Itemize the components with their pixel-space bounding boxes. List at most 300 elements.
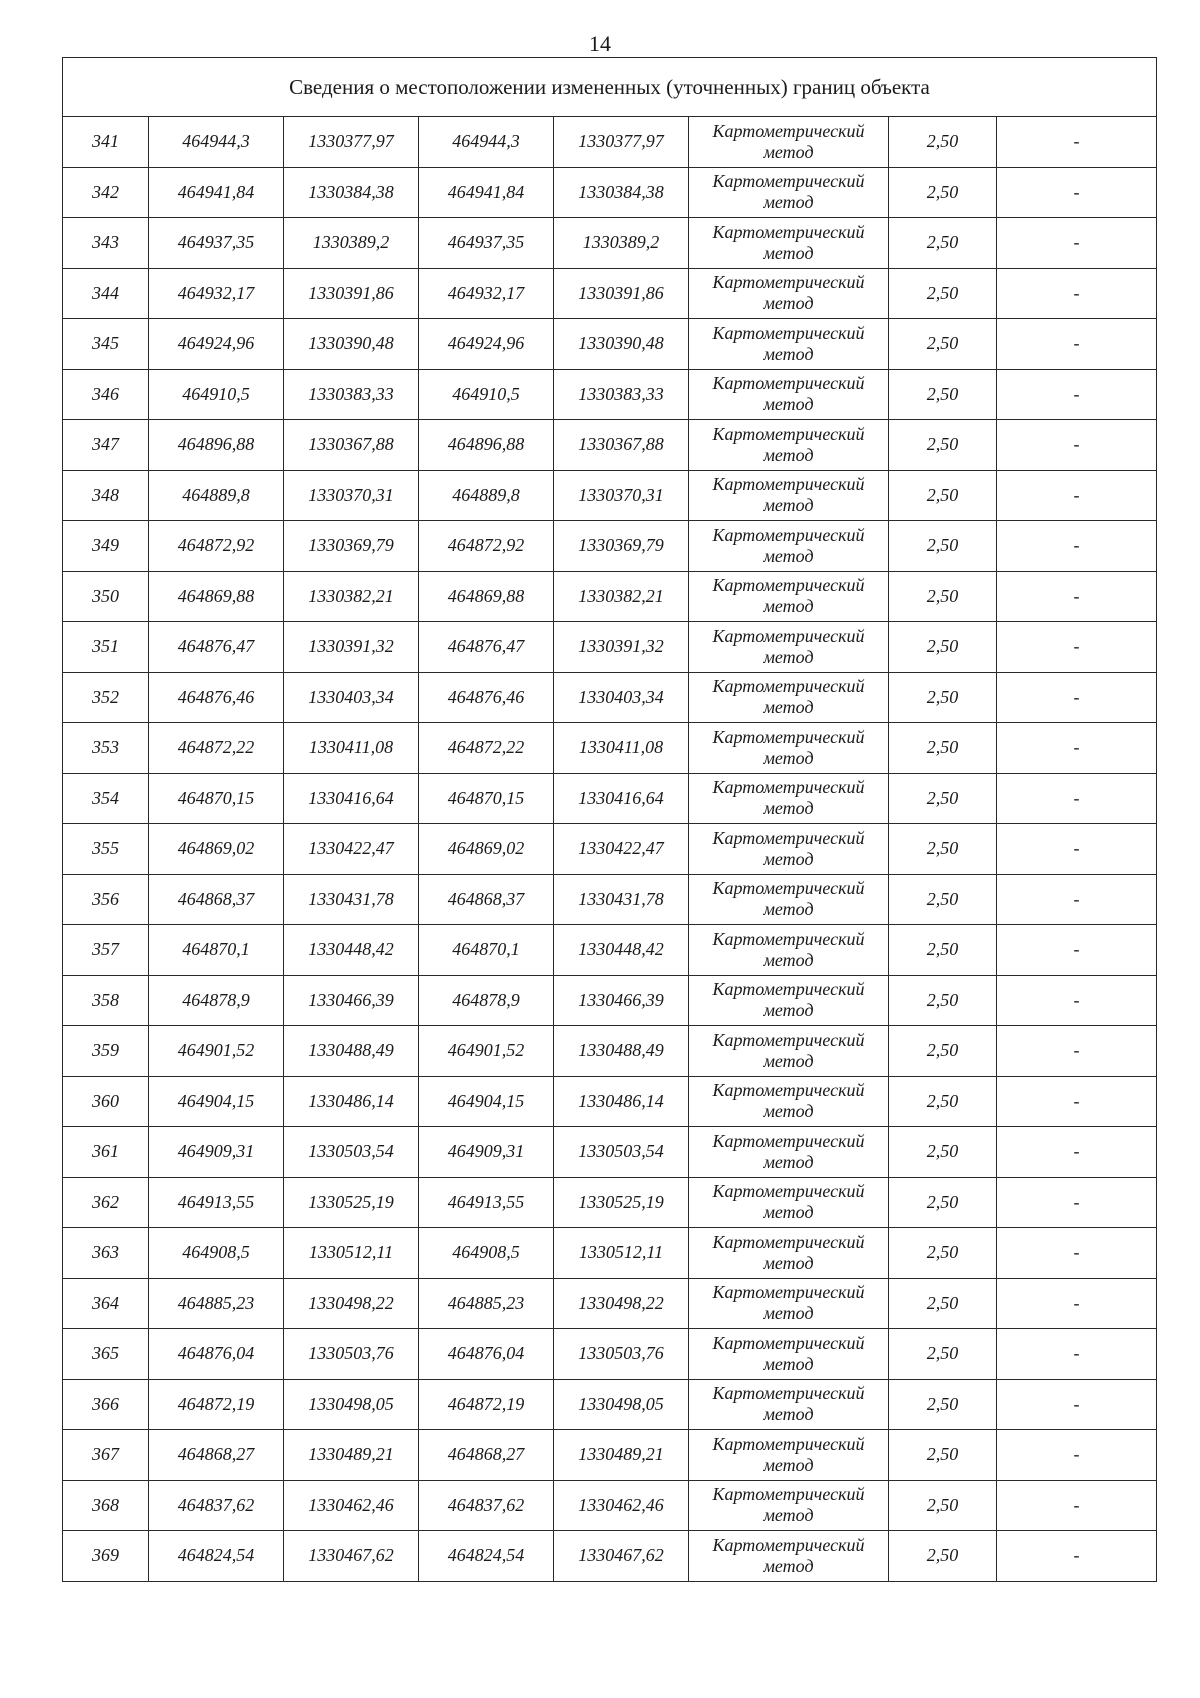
existing-x-cell: 464896,88 <box>149 420 284 471</box>
table-row <box>63 521 1157 572</box>
method-line-2: метод <box>763 1454 814 1475</box>
existing-y-cell: 1330498,22 <box>284 1278 419 1329</box>
method-line-1: Картометрический <box>712 1231 865 1252</box>
existing-x-cell: 464904,15 <box>149 1076 284 1127</box>
note-cell: - <box>997 1430 1157 1481</box>
method-line-1: Картометрический <box>712 878 865 899</box>
method-line-1: Картометрический <box>712 272 865 293</box>
note-cell: - <box>997 1076 1157 1127</box>
note-cell: - <box>997 1480 1157 1531</box>
refined-y-cell: 1330488,49 <box>554 1026 689 1077</box>
existing-x-cell: 464885,23 <box>149 1278 284 1329</box>
existing-y-cell: 1330403,34 <box>284 672 419 723</box>
table-row <box>63 1177 1157 1228</box>
note-cell: - <box>997 1379 1157 1430</box>
refined-y-cell: 1330390,48 <box>554 319 689 370</box>
refined-y-cell: 1330498,05 <box>554 1379 689 1430</box>
refined-y-cell: 1330370,31 <box>554 470 689 521</box>
method-line-1: Картометрический <box>712 1332 865 1353</box>
refined-y-cell: 1330367,88 <box>554 420 689 471</box>
refined-x-cell: 464876,46 <box>419 672 554 723</box>
point-number-cell: 342 <box>63 167 149 218</box>
method-line-2: метод <box>763 545 814 566</box>
method-line-1: Картометрический <box>712 575 865 596</box>
method-line-1: Картометрический <box>712 171 865 192</box>
point-number-cell: 356 <box>63 874 149 925</box>
method-line-1: Картометрический <box>712 1080 865 1101</box>
note-cell: - <box>997 167 1157 218</box>
method-line-2: метод <box>763 1151 814 1172</box>
method-line-2: метод <box>763 141 814 162</box>
method-line-2: метод <box>763 343 814 364</box>
existing-y-cell: 1330383,33 <box>284 369 419 420</box>
table-row <box>63 470 1157 521</box>
method-cell <box>689 622 889 673</box>
refined-x-cell: 464876,04 <box>419 1329 554 1380</box>
method-line-1: Картометрический <box>712 827 865 848</box>
method-cell <box>689 571 889 622</box>
table-row <box>63 1228 1157 1279</box>
point-number-cell: 349 <box>63 521 149 572</box>
note-cell: - <box>997 117 1157 168</box>
refined-x-cell: 464868,37 <box>419 874 554 925</box>
existing-y-cell: 1330411,08 <box>284 723 419 774</box>
note-cell: - <box>997 1228 1157 1279</box>
refined-y-cell: 1330391,32 <box>554 622 689 673</box>
existing-x-cell: 464876,46 <box>149 672 284 723</box>
refined-y-cell: 1330382,21 <box>554 571 689 622</box>
method-line-2: метод <box>763 646 814 667</box>
method-line-2: метод <box>763 293 814 314</box>
accuracy-cell: 2,50 <box>889 723 997 774</box>
existing-y-cell: 1330489,21 <box>284 1430 419 1481</box>
existing-x-cell: 464872,92 <box>149 521 284 572</box>
note-cell: - <box>997 723 1157 774</box>
refined-x-cell: 464870,1 <box>419 925 554 976</box>
refined-x-cell: 464909,31 <box>419 1127 554 1178</box>
note-cell: - <box>997 1177 1157 1228</box>
method-line-1: Картометрический <box>712 777 865 798</box>
point-number-cell: 361 <box>63 1127 149 1178</box>
method-line-2: метод <box>763 1101 814 1122</box>
existing-x-cell: 464944,3 <box>149 117 284 168</box>
refined-y-cell: 1330503,76 <box>554 1329 689 1380</box>
table-row <box>63 1026 1157 1077</box>
refined-x-cell: 464937,35 <box>419 218 554 269</box>
existing-y-cell: 1330486,14 <box>284 1076 419 1127</box>
accuracy-cell: 2,50 <box>889 1531 997 1582</box>
accuracy-cell: 2,50 <box>889 319 997 370</box>
refined-y-cell: 1330466,39 <box>554 975 689 1026</box>
note-cell: - <box>997 925 1157 976</box>
method-cell <box>689 723 889 774</box>
method-cell <box>689 117 889 168</box>
method-line-1: Картометрический <box>712 373 865 394</box>
method-line-1: Картометрический <box>712 1181 865 1202</box>
refined-y-cell: 1330416,64 <box>554 773 689 824</box>
refined-y-cell: 1330431,78 <box>554 874 689 925</box>
existing-y-cell: 1330431,78 <box>284 874 419 925</box>
point-number-cell: 353 <box>63 723 149 774</box>
existing-x-cell: 464932,17 <box>149 268 284 319</box>
refined-y-cell: 1330486,14 <box>554 1076 689 1127</box>
method-cell <box>689 218 889 269</box>
refined-x-cell: 464878,9 <box>419 975 554 1026</box>
existing-x-cell: 464824,54 <box>149 1531 284 1582</box>
point-number-cell: 351 <box>63 622 149 673</box>
method-cell <box>689 1430 889 1481</box>
page-number: 14 <box>589 31 611 56</box>
method-cell <box>689 1379 889 1430</box>
refined-x-cell: 464885,23 <box>419 1278 554 1329</box>
table-row <box>63 1278 1157 1329</box>
refined-x-cell: 464876,47 <box>419 622 554 673</box>
table-title-row <box>63 58 1157 117</box>
table-row <box>63 874 1157 925</box>
note-cell: - <box>997 672 1157 723</box>
point-number-cell: 341 <box>63 117 149 168</box>
table-row <box>63 1480 1157 1531</box>
accuracy-cell: 2,50 <box>889 1127 997 1178</box>
refined-y-cell: 1330462,46 <box>554 1480 689 1531</box>
point-number-cell: 345 <box>63 319 149 370</box>
existing-x-cell: 464870,1 <box>149 925 284 976</box>
refined-y-cell: 1330467,62 <box>554 1531 689 1582</box>
point-number-cell: 360 <box>63 1076 149 1127</box>
method-cell <box>689 1329 889 1380</box>
existing-x-cell: 464889,8 <box>149 470 284 521</box>
refined-y-cell: 1330403,34 <box>554 672 689 723</box>
accuracy-cell: 2,50 <box>889 218 997 269</box>
existing-x-cell: 464869,88 <box>149 571 284 622</box>
refined-y-cell: 1330389,2 <box>554 218 689 269</box>
table-row <box>63 1531 1157 1582</box>
table-row <box>63 1379 1157 1430</box>
note-cell: - <box>997 1329 1157 1380</box>
method-line-1: Картометрический <box>712 1282 865 1303</box>
existing-x-cell: 464913,55 <box>149 1177 284 1228</box>
note-cell: - <box>997 1278 1157 1329</box>
note-cell: - <box>997 874 1157 925</box>
note-cell: - <box>997 218 1157 269</box>
note-cell: - <box>997 622 1157 673</box>
existing-y-cell: 1330416,64 <box>284 773 419 824</box>
accuracy-cell: 2,50 <box>889 1329 997 1380</box>
refined-y-cell: 1330498,22 <box>554 1278 689 1329</box>
method-line-1: Картометрический <box>712 322 865 343</box>
method-line-2: метод <box>763 848 814 869</box>
refined-x-cell: 464913,55 <box>419 1177 554 1228</box>
method-line-1: Картометрический <box>712 1433 865 1454</box>
accuracy-cell: 2,50 <box>889 1026 997 1077</box>
accuracy-cell: 2,50 <box>889 268 997 319</box>
refined-y-cell: 1330422,47 <box>554 824 689 875</box>
accuracy-cell: 2,50 <box>889 571 997 622</box>
refined-x-cell: 464872,92 <box>419 521 554 572</box>
existing-y-cell: 1330367,88 <box>284 420 419 471</box>
existing-y-cell: 1330369,79 <box>284 521 419 572</box>
accuracy-cell: 2,50 <box>889 167 997 218</box>
point-number-cell: 343 <box>63 218 149 269</box>
table-row <box>63 1127 1157 1178</box>
method-cell <box>689 1177 889 1228</box>
refined-y-cell: 1330391,86 <box>554 268 689 319</box>
existing-y-cell: 1330462,46 <box>284 1480 419 1531</box>
existing-y-cell: 1330370,31 <box>284 470 419 521</box>
table-row <box>63 1430 1157 1481</box>
existing-x-cell: 464910,5 <box>149 369 284 420</box>
table-row <box>63 369 1157 420</box>
existing-x-cell: 464901,52 <box>149 1026 284 1077</box>
point-number-cell: 359 <box>63 1026 149 1077</box>
accuracy-cell: 2,50 <box>889 1430 997 1481</box>
note-cell: - <box>997 521 1157 572</box>
note-cell: - <box>997 268 1157 319</box>
existing-x-cell: 464924,96 <box>149 319 284 370</box>
note-cell: - <box>997 470 1157 521</box>
method-line-1: Картометрический <box>712 474 865 495</box>
method-line-2: метод <box>763 697 814 718</box>
refined-x-cell: 464910,5 <box>419 369 554 420</box>
note-cell: - <box>997 1026 1157 1077</box>
method-line-2: метод <box>763 394 814 415</box>
method-cell <box>689 1026 889 1077</box>
existing-x-cell: 464876,47 <box>149 622 284 673</box>
point-number-cell: 354 <box>63 773 149 824</box>
point-number-cell: 363 <box>63 1228 149 1279</box>
existing-y-cell: 1330488,49 <box>284 1026 419 1077</box>
refined-y-cell: 1330411,08 <box>554 723 689 774</box>
accuracy-cell: 2,50 <box>889 420 997 471</box>
method-line-2: метод <box>763 1353 814 1374</box>
table-row <box>63 975 1157 1026</box>
method-line-2: метод <box>763 1404 814 1425</box>
method-line-2: метод <box>763 1505 814 1526</box>
method-line-2: метод <box>763 899 814 920</box>
point-number-cell: 357 <box>63 925 149 976</box>
table-row <box>63 319 1157 370</box>
note-cell: - <box>997 1531 1157 1582</box>
table-row <box>63 1076 1157 1127</box>
refined-y-cell: 1330369,79 <box>554 521 689 572</box>
point-number-cell: 350 <box>63 571 149 622</box>
accuracy-cell: 2,50 <box>889 1278 997 1329</box>
method-line-1: Картометрический <box>712 1534 865 1555</box>
existing-x-cell: 464868,27 <box>149 1430 284 1481</box>
table-row <box>63 773 1157 824</box>
method-line-1: Картометрический <box>712 1130 865 1151</box>
method-line-1: Картометрический <box>712 726 865 747</box>
point-number-cell: 369 <box>63 1531 149 1582</box>
method-line-2: метод <box>763 1555 814 1576</box>
existing-y-cell: 1330389,2 <box>284 218 419 269</box>
accuracy-cell: 2,50 <box>889 773 997 824</box>
existing-y-cell: 1330377,97 <box>284 117 419 168</box>
refined-y-cell: 1330448,42 <box>554 925 689 976</box>
table-row <box>63 1329 1157 1380</box>
refined-y-cell: 1330377,97 <box>554 117 689 168</box>
existing-y-cell: 1330390,48 <box>284 319 419 370</box>
table-row <box>63 571 1157 622</box>
refined-x-cell: 464932,17 <box>419 268 554 319</box>
table-row <box>63 420 1157 471</box>
existing-x-cell: 464908,5 <box>149 1228 284 1279</box>
accuracy-cell: 2,50 <box>889 1177 997 1228</box>
note-cell: - <box>997 319 1157 370</box>
table-row <box>63 622 1157 673</box>
refined-x-cell: 464872,19 <box>419 1379 554 1430</box>
point-number-cell: 366 <box>63 1379 149 1430</box>
point-number-cell: 344 <box>63 268 149 319</box>
point-number-cell: 362 <box>63 1177 149 1228</box>
method-line-1: Картометрический <box>712 1484 865 1505</box>
accuracy-cell: 2,50 <box>889 874 997 925</box>
existing-x-cell: 464868,37 <box>149 874 284 925</box>
note-cell: - <box>997 420 1157 471</box>
method-cell <box>689 824 889 875</box>
table-row <box>63 117 1157 168</box>
method-line-1: Картометрический <box>712 625 865 646</box>
method-line-2: метод <box>763 1252 814 1273</box>
existing-x-cell: 464876,04 <box>149 1329 284 1380</box>
refined-y-cell: 1330503,54 <box>554 1127 689 1178</box>
refined-x-cell: 464941,84 <box>419 167 554 218</box>
refined-y-cell: 1330512,11 <box>554 1228 689 1279</box>
existing-y-cell: 1330525,19 <box>284 1177 419 1228</box>
accuracy-cell: 2,50 <box>889 622 997 673</box>
point-number-cell: 368 <box>63 1480 149 1531</box>
method-line-1: Картометрический <box>712 1029 865 1050</box>
note-cell: - <box>997 369 1157 420</box>
table-row <box>63 925 1157 976</box>
method-cell <box>689 1531 889 1582</box>
note-cell: - <box>997 975 1157 1026</box>
existing-y-cell: 1330512,11 <box>284 1228 419 1279</box>
method-line-2: метод <box>763 444 814 465</box>
point-number-cell: 365 <box>63 1329 149 1380</box>
method-cell <box>689 420 889 471</box>
existing-x-cell: 464872,22 <box>149 723 284 774</box>
method-cell <box>689 1278 889 1329</box>
method-cell <box>689 874 889 925</box>
table-row <box>63 268 1157 319</box>
accuracy-cell: 2,50 <box>889 1379 997 1430</box>
accuracy-cell: 2,50 <box>889 470 997 521</box>
note-cell: - <box>997 824 1157 875</box>
existing-x-cell: 464870,15 <box>149 773 284 824</box>
method-line-2: метод <box>763 1050 814 1071</box>
refined-y-cell: 1330525,19 <box>554 1177 689 1228</box>
refined-y-cell: 1330383,33 <box>554 369 689 420</box>
method-line-1: Картометрический <box>712 979 865 1000</box>
method-line-2: метод <box>763 1202 814 1223</box>
method-line-2: метод <box>763 1303 814 1324</box>
point-number-cell: 346 <box>63 369 149 420</box>
table-title: Сведения о местоположении измененных (уточненных) границ объекта <box>63 58 1157 117</box>
existing-y-cell: 1330382,21 <box>284 571 419 622</box>
table-row <box>63 672 1157 723</box>
refined-x-cell: 464869,02 <box>419 824 554 875</box>
method-line-1: Картометрический <box>712 120 865 141</box>
existing-x-cell: 464837,62 <box>149 1480 284 1531</box>
existing-y-cell: 1330448,42 <box>284 925 419 976</box>
method-cell <box>689 521 889 572</box>
method-line-1: Картометрический <box>712 423 865 444</box>
point-number-cell: 364 <box>63 1278 149 1329</box>
refined-x-cell: 464870,15 <box>419 773 554 824</box>
note-cell: - <box>997 571 1157 622</box>
accuracy-cell: 2,50 <box>889 117 997 168</box>
existing-y-cell: 1330503,54 <box>284 1127 419 1178</box>
refined-x-cell: 464837,62 <box>419 1480 554 1531</box>
accuracy-cell: 2,50 <box>889 1076 997 1127</box>
existing-y-cell: 1330503,76 <box>284 1329 419 1380</box>
method-cell <box>689 1480 889 1531</box>
existing-x-cell: 464941,84 <box>149 167 284 218</box>
method-cell <box>689 1076 889 1127</box>
existing-x-cell: 464869,02 <box>149 824 284 875</box>
refined-x-cell: 464824,54 <box>419 1531 554 1582</box>
existing-y-cell: 1330384,38 <box>284 167 419 218</box>
existing-y-cell: 1330422,47 <box>284 824 419 875</box>
refined-x-cell: 464872,22 <box>419 723 554 774</box>
refined-x-cell: 464924,96 <box>419 319 554 370</box>
point-number-cell: 347 <box>63 420 149 471</box>
point-number-cell: 348 <box>63 470 149 521</box>
refined-x-cell: 464944,3 <box>419 117 554 168</box>
refined-x-cell: 464889,8 <box>419 470 554 521</box>
method-cell <box>689 1228 889 1279</box>
method-line-1: Картометрический <box>712 676 865 697</box>
existing-y-cell: 1330467,62 <box>284 1531 419 1582</box>
method-line-2: метод <box>763 596 814 617</box>
method-line-2: метод <box>763 798 814 819</box>
refined-x-cell: 464901,52 <box>419 1026 554 1077</box>
existing-y-cell: 1330391,86 <box>284 268 419 319</box>
table-row <box>63 824 1157 875</box>
existing-x-cell: 464878,9 <box>149 975 284 1026</box>
refined-x-cell: 464869,88 <box>419 571 554 622</box>
accuracy-cell: 2,50 <box>889 824 997 875</box>
refined-y-cell: 1330384,38 <box>554 167 689 218</box>
accuracy-cell: 2,50 <box>889 521 997 572</box>
table-row <box>63 218 1157 269</box>
existing-y-cell: 1330391,32 <box>284 622 419 673</box>
existing-y-cell: 1330498,05 <box>284 1379 419 1430</box>
point-number-cell: 352 <box>63 672 149 723</box>
method-cell <box>689 268 889 319</box>
method-line-2: метод <box>763 949 814 970</box>
method-cell <box>689 167 889 218</box>
accuracy-cell: 2,50 <box>889 1480 997 1531</box>
table-row <box>63 723 1157 774</box>
point-number-cell: 355 <box>63 824 149 875</box>
point-number-cell: 367 <box>63 1430 149 1481</box>
method-line-2: метод <box>763 747 814 768</box>
refined-x-cell: 464868,27 <box>419 1430 554 1481</box>
existing-x-cell: 464872,19 <box>149 1379 284 1430</box>
table-row <box>63 167 1157 218</box>
note-cell: - <box>997 1127 1157 1178</box>
method-line-1: Картометрический <box>712 1383 865 1404</box>
method-cell <box>689 319 889 370</box>
accuracy-cell: 2,50 <box>889 1228 997 1279</box>
method-line-1: Картометрический <box>712 928 865 949</box>
accuracy-cell: 2,50 <box>889 975 997 1026</box>
accuracy-cell: 2,50 <box>889 369 997 420</box>
method-cell <box>689 1127 889 1178</box>
method-cell <box>689 975 889 1026</box>
